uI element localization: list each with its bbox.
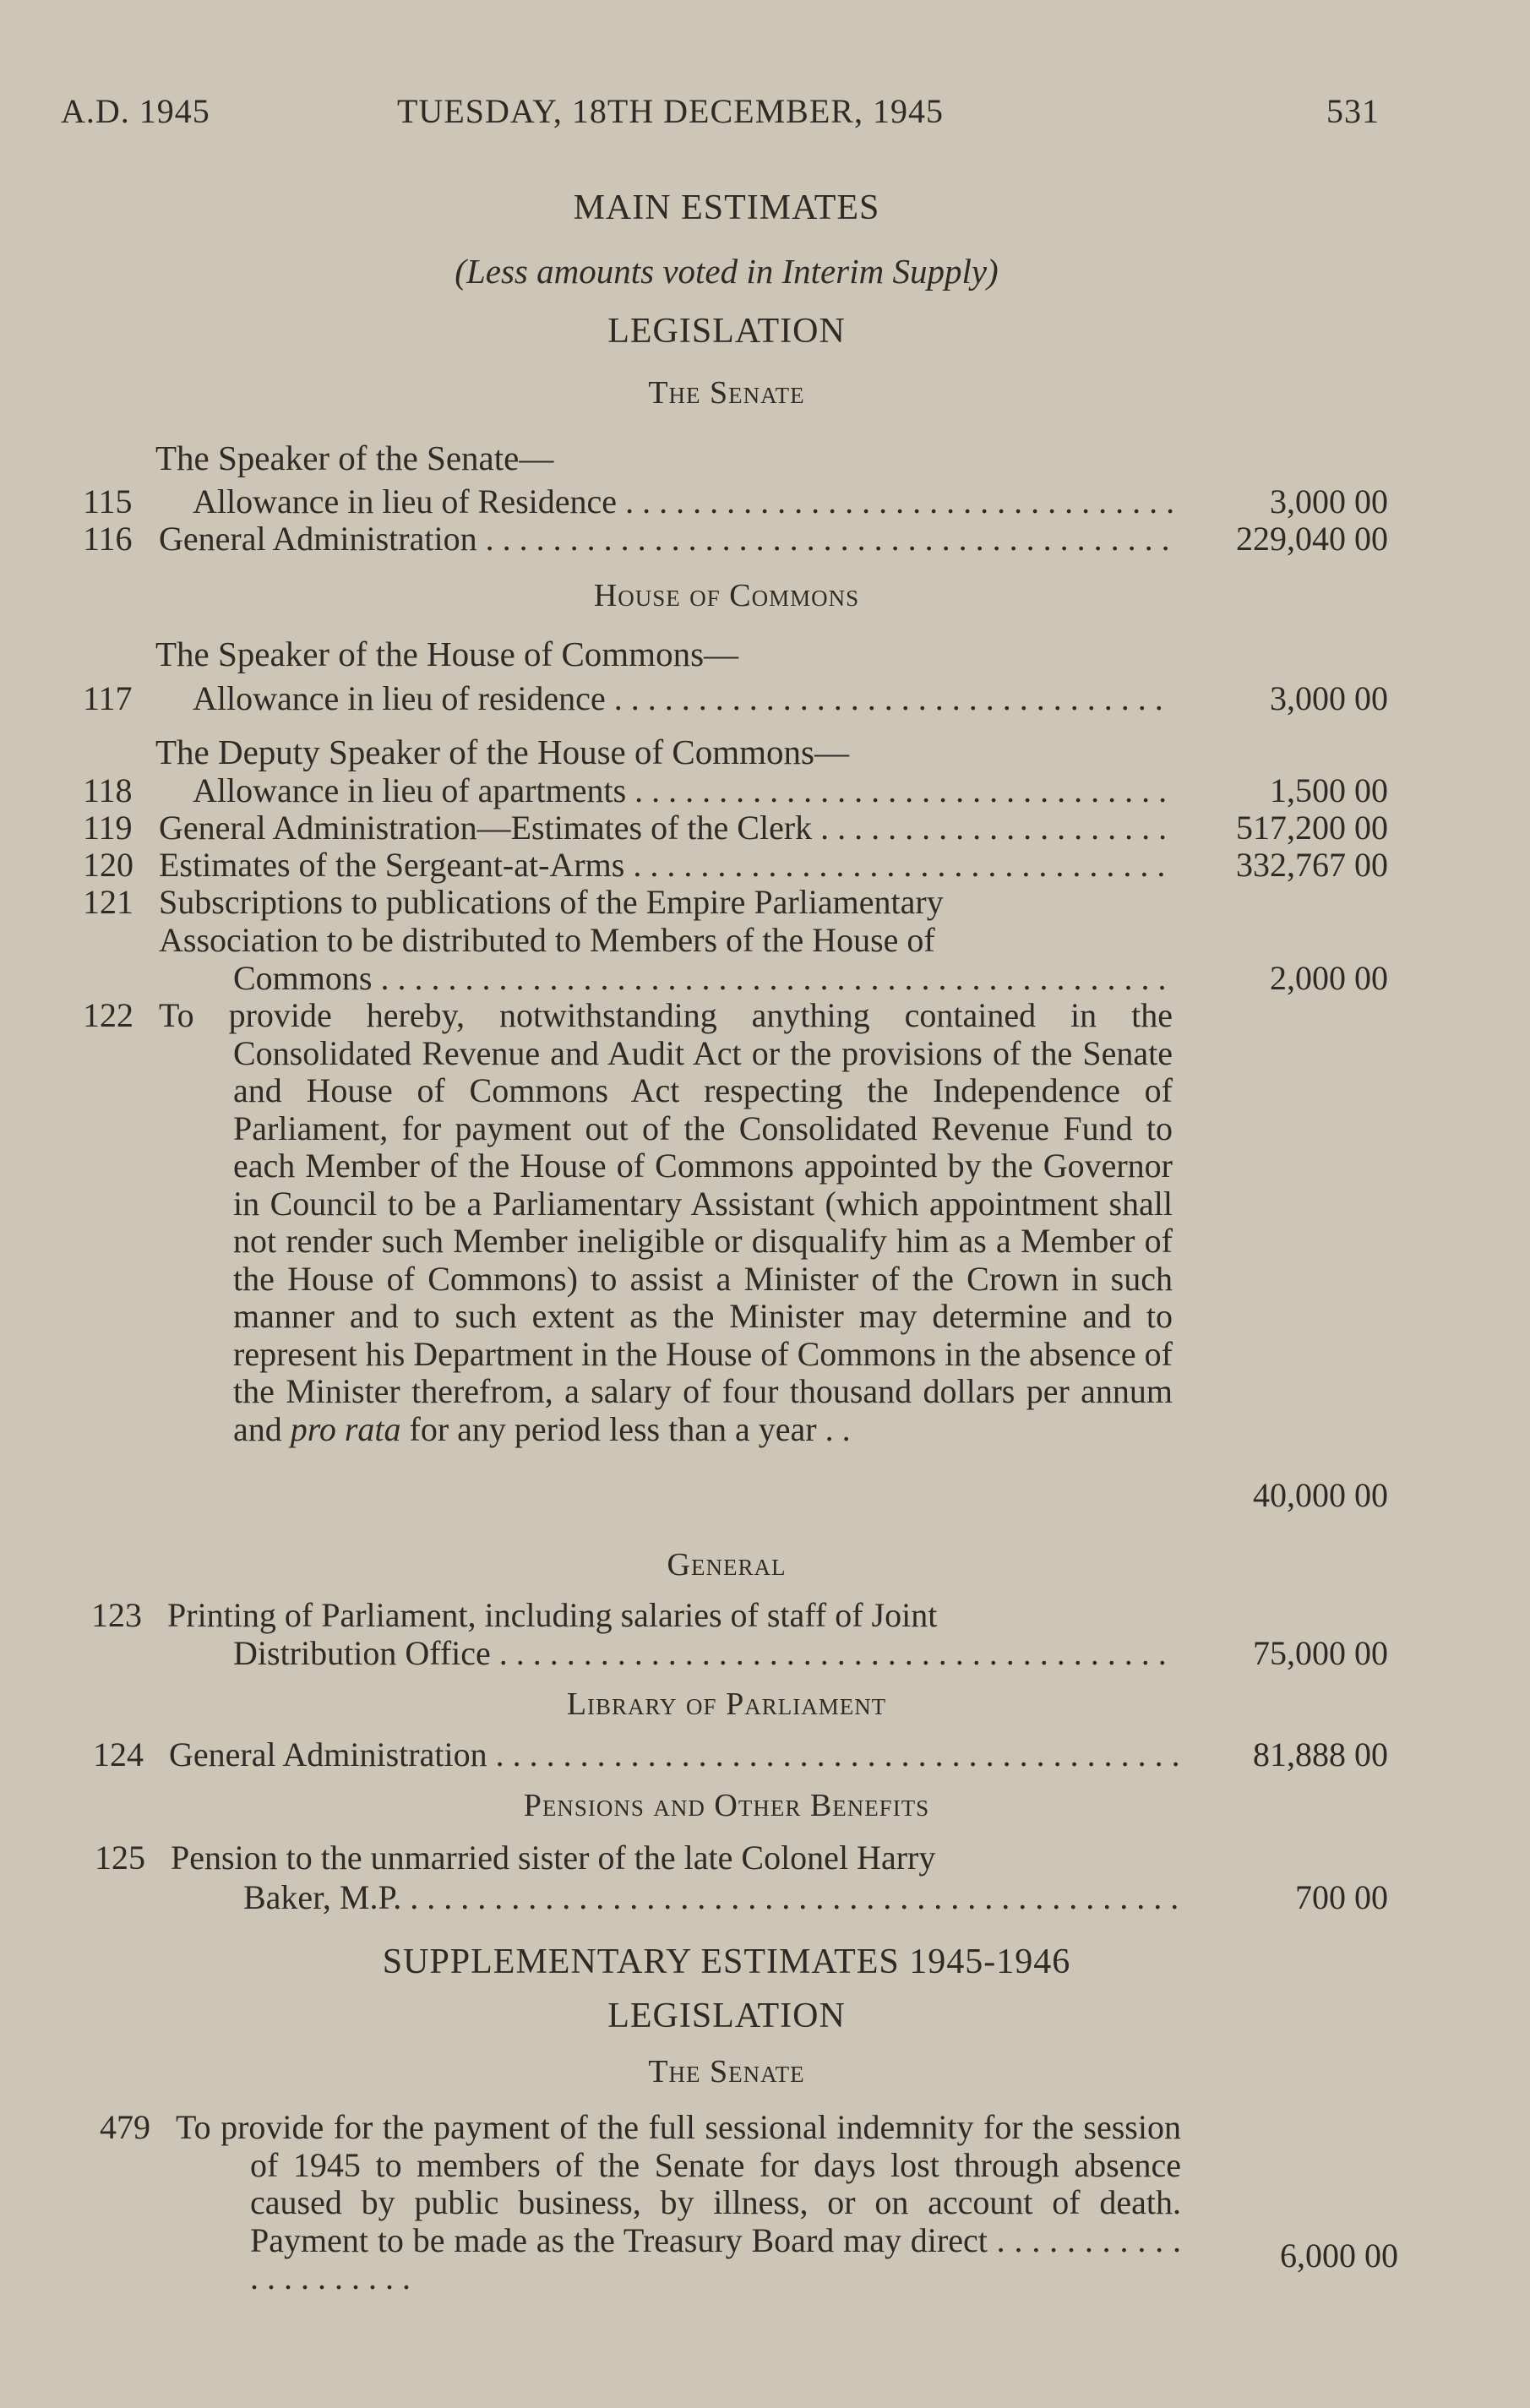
estimate-row-124 bbox=[0, 1735, 1530, 1775]
commons-speaker-subheading: The Speaker of the House of Commons— bbox=[155, 635, 739, 673]
supplementary-senate-heading: The Senate bbox=[648, 2054, 805, 2089]
item-amount: 229,040 00 bbox=[1236, 520, 1388, 558]
item-amount: 75,000 00 bbox=[1253, 1634, 1388, 1672]
item-description: Allowance in lieu of residence . . . bbox=[193, 678, 1173, 718]
item-description: Allowance in lieu of Residence . . . bbox=[193, 482, 1173, 521]
item-number: 479 bbox=[100, 2108, 150, 2146]
item-number: 124 bbox=[93, 1735, 144, 1773]
estimate-row-119 bbox=[0, 808, 1530, 848]
item-description-line: Distribution Office . . . bbox=[233, 1633, 1173, 1673]
library-heading: Library of Parliament bbox=[566, 1686, 887, 1722]
item-description: General Administration . . . bbox=[169, 1735, 1183, 1774]
main-estimates-title: MAIN ESTIMATES bbox=[573, 188, 880, 227]
item-amount-122: 40,000 00 bbox=[1253, 1476, 1388, 1514]
item-description: General Administration—Estimates of the Clerk . . . bbox=[159, 808, 1173, 847]
item-text-italic: pro rata bbox=[290, 1409, 401, 1448]
item-amount: 3,000 00 bbox=[1270, 679, 1388, 717]
item-number: 115 bbox=[83, 482, 133, 520]
item-number: 121 bbox=[83, 883, 133, 921]
item-amount: 700 00 bbox=[1295, 1878, 1388, 1916]
supplementary-legislation-heading: LEGISLATION bbox=[607, 1997, 846, 2035]
item-amount-479: 6,000 00 bbox=[1280, 2236, 1398, 2275]
header-date: TUESDAY, 18TH DECEMBER, 1945 bbox=[397, 92, 944, 130]
deputy-speaker-subheading: The Deputy Speaker of the House of Commons— bbox=[155, 733, 849, 771]
item-description-line: Subscriptions to publications of the Empire Parliamentary bbox=[159, 883, 944, 921]
item-number: 118 bbox=[83, 771, 133, 809]
item-amount: 1,500 00 bbox=[1270, 771, 1388, 809]
estimate-row-121-line3 bbox=[0, 958, 1530, 999]
item-description: To provide hereby, notwithstanding anything contained in the Consolidated Revenue and Audit Act or the provisions of the Senate and House of Commons Act respecting the Independence of Parliament, for payment out of the Consolidated Revenue Fund to each Member of the House of Commons appointed by the Governor in Council to be a Parliamentary Assistant (which appointment shall not render such Member ineligible or disqualify him as a Member of the House of Commons) to assist a Minister of the Crown in such manner and to such extent as the Minister may determine and to represent his Department in the House of Commons in the absence of the Minister therefrom, a salary of four thousand dollars per annum and pro rata for any period less than a year . . bbox=[159, 996, 1173, 1448]
item-description: Allowance in lieu of apartments . . . bbox=[193, 771, 1173, 810]
supplementary-title: SUPPLEMENTARY ESTIMATES 1945-1946 bbox=[382, 1942, 1071, 1981]
item-number: 119 bbox=[83, 809, 133, 847]
estimate-row-121-line1 bbox=[0, 882, 1530, 923]
general-heading: General bbox=[667, 1547, 787, 1583]
item-amount: 81,888 00 bbox=[1253, 1735, 1388, 1773]
estimate-row-125-line1 bbox=[0, 1838, 1530, 1878]
senate-speaker-subheading: The Speaker of the Senate— bbox=[155, 439, 554, 477]
item-description-line: Association to be distributed to Members of the House of bbox=[159, 921, 935, 959]
estimate-row-121-line2 bbox=[0, 920, 1530, 961]
estimate-row-125-line2 bbox=[0, 1877, 1530, 1918]
item-text: To provide for the payment of the full sessional indemnity for the session of 1945 to members of the Senate for days lost through absence caused by public business, by illness, or on account of death. Payment to be made as the Treasury Board may direct bbox=[176, 2108, 1181, 2259]
main-estimates-subtitle: (Less amounts voted in Interim Supply) bbox=[455, 252, 999, 291]
estimate-row-123-line1 bbox=[0, 1595, 1530, 1636]
pensions-heading: Pensions and Other Benefits bbox=[523, 1788, 930, 1823]
item-number: 116 bbox=[83, 520, 133, 558]
estimate-row-479 bbox=[100, 2108, 1181, 2297]
item-number: 117 bbox=[83, 679, 133, 717]
estimate-row-118 bbox=[0, 771, 1530, 811]
legislation-heading: LEGISLATION bbox=[607, 312, 846, 351]
item-amount: 2,000 00 bbox=[1270, 959, 1388, 997]
commons-heading: House of Commons bbox=[593, 578, 860, 613]
estimate-row-123-line2 bbox=[0, 1633, 1530, 1674]
page-number: 531 bbox=[1326, 92, 1380, 130]
header-year: A.D. 1945 bbox=[61, 92, 210, 130]
item-text: for any period less than a year bbox=[409, 1409, 817, 1448]
estimate-row-115 bbox=[0, 482, 1530, 522]
item-amount: 332,767 00 bbox=[1236, 846, 1388, 884]
item-description-line: Printing of Parliament, including salaries of staff of Joint bbox=[167, 1596, 938, 1634]
estimate-row-120 bbox=[0, 845, 1530, 885]
estimate-row-117 bbox=[0, 678, 1530, 719]
item-description: Estimates of the Sergeant-at-Arms . . . bbox=[159, 845, 1173, 885]
item-number: 122 bbox=[83, 996, 133, 1034]
item-description: To provide for the payment of the full sessional indemnity for the session of 1945 to members of the Senate for days lost through absence caused by public business, by illness, or on account of death. Payment to be made as the Treasury Board may direct . . . . . . . . . . . . . . . . . . . . . bbox=[176, 2108, 1181, 2296]
estimate-row-122 bbox=[83, 996, 1173, 1448]
item-description-line: Commons . . . bbox=[233, 958, 1173, 998]
senate-heading: The Senate bbox=[648, 375, 805, 411]
item-description-line: Baker, M.P. . . . bbox=[243, 1877, 1183, 1917]
item-amount: 517,200 00 bbox=[1236, 809, 1388, 847]
item-description: General Administration . . . bbox=[159, 519, 1173, 558]
item-amount: 3,000 00 bbox=[1270, 482, 1388, 520]
item-description-line: Pension to the unmarried sister of the late Colonel Harry bbox=[171, 1839, 936, 1877]
item-number: 120 bbox=[83, 846, 133, 884]
item-text: To provide hereby, notwithstanding anything contained in the Consolidated Revenue and Audit Act or the provisions of the Senate and House of Commons Act respecting the Independence of Parliament, for payment out of the Consolidated Revenue Fund to each Member of the House of Commons appointed by the Governor in Council to be a Parliamentary Assistant (which appointment shall not render such Member ineligible or disqualify him as a Member of the House of Commons) to assist a Minister of the Crown in such manner and to such extent as the Minister may determine and to represent his Department in the House of Commons in the absence of the Minister therefrom, a salary of four thousand dollars per annum and bbox=[159, 996, 1173, 1448]
estimate-row-116 bbox=[0, 519, 1530, 559]
item-number: 125 bbox=[95, 1839, 145, 1877]
item-number: 123 bbox=[91, 1596, 142, 1634]
